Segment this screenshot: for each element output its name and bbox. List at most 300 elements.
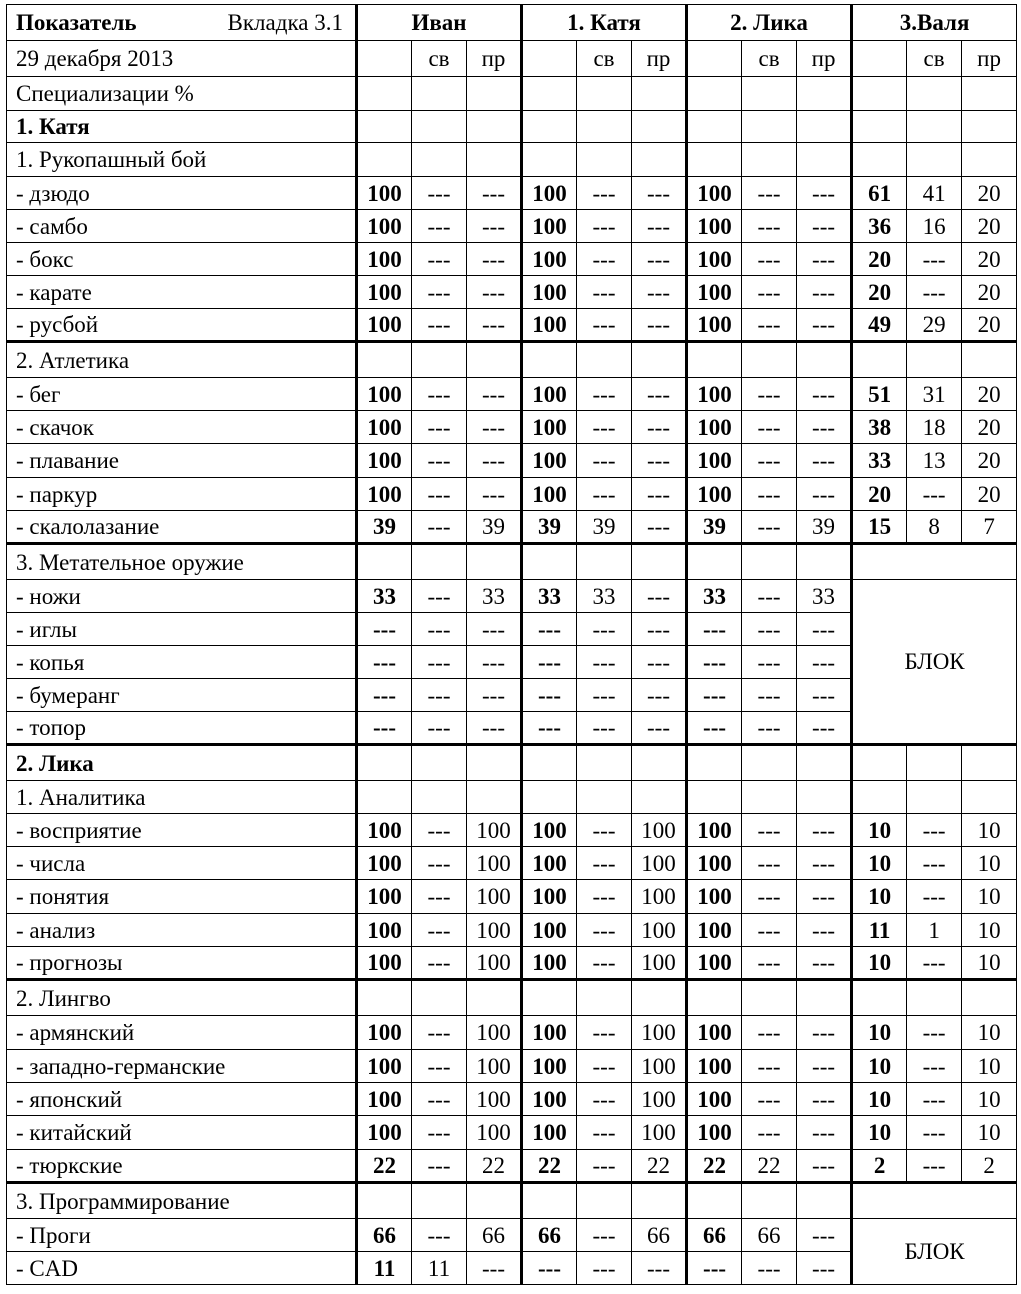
value-cell: --- — [742, 1083, 797, 1116]
empty-cell — [577, 342, 632, 378]
value-cell: --- — [797, 1116, 852, 1150]
value-cell: --- — [357, 613, 412, 646]
value-cell: --- — [632, 1252, 687, 1285]
value-cell: 100 — [467, 1016, 522, 1050]
header-row-1 — [7, 5, 1017, 41]
value-cell: 100 — [522, 914, 577, 947]
value-cell: --- — [797, 444, 852, 478]
value-cell: --- — [412, 276, 467, 309]
value-cell: 100 — [687, 847, 742, 880]
value-cell: --- — [412, 1116, 467, 1150]
value-cell: 18 — [907, 411, 962, 444]
value-cell: --- — [577, 880, 632, 914]
value-cell: 33 — [797, 580, 852, 613]
value-cell: 100 — [632, 1083, 687, 1116]
value-cell: 100 — [687, 243, 742, 276]
empty-cell — [357, 745, 412, 781]
value-cell: --- — [412, 243, 467, 276]
value-cell: 2 — [852, 1150, 907, 1183]
value-cell: 100 — [632, 847, 687, 880]
table-row — [7, 511, 1017, 544]
value-cell: --- — [577, 276, 632, 309]
empty-cell — [632, 1183, 687, 1219]
value-cell: --- — [577, 243, 632, 276]
empty-cell — [962, 111, 1017, 143]
empty-cell — [412, 1183, 467, 1219]
empty-cell — [467, 342, 522, 378]
person-header-ivan: Иван — [357, 5, 522, 41]
empty-cell — [687, 111, 742, 143]
subheader-pr-cell: пр — [797, 41, 852, 77]
value-cell: --- — [412, 309, 467, 342]
empty-cell — [962, 980, 1017, 1016]
empty-cell — [632, 143, 687, 177]
empty-cell — [907, 342, 962, 378]
subheader-pr-cell: пр — [962, 41, 1017, 77]
value-cell: 41 — [907, 177, 962, 210]
empty-cell — [467, 77, 522, 111]
person-header-katya: 1. Катя — [522, 5, 687, 41]
empty-cell — [852, 745, 907, 781]
value-cell: 100 — [522, 814, 577, 847]
value-cell: 66 — [522, 1219, 577, 1252]
value-cell: --- — [467, 177, 522, 210]
value-cell: --- — [742, 378, 797, 411]
empty-cell — [962, 143, 1017, 177]
value-cell: --- — [577, 210, 632, 243]
table-row — [7, 914, 1017, 947]
empty-cell — [797, 77, 852, 111]
value-cell: --- — [797, 679, 852, 712]
empty-cell — [412, 77, 467, 111]
value-cell: --- — [632, 243, 687, 276]
empty-cell — [632, 111, 687, 143]
value-cell: --- — [632, 478, 687, 511]
empty-cell — [632, 342, 687, 378]
row-label: - карате — [7, 276, 357, 309]
empty-cell — [632, 781, 687, 814]
value-cell: 15 — [852, 511, 907, 544]
subheader-sv-cell: св — [412, 41, 467, 77]
value-cell: --- — [907, 1116, 962, 1150]
empty-cell — [357, 143, 412, 177]
group-label: 3. Программирование — [7, 1183, 357, 1219]
empty-cell — [852, 143, 907, 177]
empty-cell — [412, 143, 467, 177]
value-cell: 100 — [522, 444, 577, 478]
value-cell: --- — [577, 646, 632, 679]
value-cell: --- — [577, 1116, 632, 1150]
value-cell: --- — [412, 880, 467, 914]
value-cell: 39 — [577, 511, 632, 544]
row-label: - бокс — [7, 243, 357, 276]
value-cell: --- — [742, 478, 797, 511]
value-cell: --- — [797, 613, 852, 646]
value-cell: --- — [522, 679, 577, 712]
group-label: 1. Рукопашный бой — [7, 143, 357, 177]
value-cell: --- — [577, 814, 632, 847]
empty-cell — [577, 77, 632, 111]
empty-cell — [687, 342, 742, 378]
value-cell: 100 — [357, 914, 412, 947]
value-cell: 100 — [687, 1083, 742, 1116]
table-row — [7, 1219, 1017, 1252]
row-label: - копья — [7, 646, 357, 679]
empty-cell — [687, 143, 742, 177]
person-header-lika: 2. Лика — [687, 5, 852, 41]
empty-cell — [797, 781, 852, 814]
value-cell: --- — [907, 1083, 962, 1116]
empty-cell — [852, 980, 907, 1016]
value-cell: 100 — [632, 947, 687, 980]
value-cell: --- — [522, 646, 577, 679]
subheader-sv-cell: св — [907, 41, 962, 77]
empty-cell — [797, 980, 852, 1016]
value-cell: 20 — [962, 210, 1017, 243]
value-cell: --- — [412, 1219, 467, 1252]
table-row — [7, 1150, 1017, 1183]
table-row — [7, 580, 1017, 613]
empty-cell — [962, 745, 1017, 781]
subheader-pr-cell: пр — [632, 41, 687, 77]
value-cell: --- — [907, 880, 962, 914]
value-cell: 22 — [467, 1150, 522, 1183]
value-cell: --- — [797, 947, 852, 980]
row-label: - восприятие — [7, 814, 357, 847]
empty-cell — [357, 1183, 412, 1219]
value-cell: --- — [577, 847, 632, 880]
empty-cell — [742, 980, 797, 1016]
value-cell: 33 — [357, 580, 412, 613]
row-label: - топор — [7, 712, 357, 745]
empty-cell — [357, 781, 412, 814]
header-row-2 — [7, 41, 1017, 77]
empty-cell — [467, 781, 522, 814]
value-cell: 100 — [357, 309, 412, 342]
value-cell: 100 — [687, 814, 742, 847]
value-cell: --- — [467, 378, 522, 411]
person-header-valya: 3.Валя — [852, 5, 1017, 41]
table-row — [7, 1083, 1017, 1116]
tab-label: Вкладка 3.1 — [227, 10, 343, 35]
empty-cell — [742, 111, 797, 143]
value-cell: 100 — [522, 1083, 577, 1116]
value-cell: 10 — [852, 1116, 907, 1150]
empty-cell — [577, 111, 632, 143]
row-label: - бег — [7, 378, 357, 411]
blocked-cell: БЛОК — [852, 580, 1017, 745]
empty-cell — [742, 544, 797, 580]
value-cell: 10 — [962, 847, 1017, 880]
empty-cell — [412, 342, 467, 378]
value-cell: --- — [467, 243, 522, 276]
group-label: 1. Катя — [7, 111, 357, 143]
value-cell: 100 — [687, 1116, 742, 1150]
table-row — [7, 847, 1017, 880]
value-cell: --- — [412, 914, 467, 947]
value-cell: --- — [467, 613, 522, 646]
value-cell: 100 — [687, 1050, 742, 1083]
empty-cell — [742, 781, 797, 814]
empty-cell — [687, 1183, 742, 1219]
table-row — [7, 309, 1017, 342]
group-row — [7, 544, 1017, 580]
value-cell: --- — [632, 276, 687, 309]
value-cell: 100 — [357, 847, 412, 880]
value-cell: --- — [632, 309, 687, 342]
value-cell: 38 — [852, 411, 907, 444]
value-cell: --- — [632, 511, 687, 544]
value-cell: --- — [577, 914, 632, 947]
value-cell: 100 — [357, 947, 412, 980]
value-cell: 33 — [687, 580, 742, 613]
group-row — [7, 143, 1017, 177]
group-row — [7, 1183, 1017, 1219]
empty-cell — [357, 111, 412, 143]
value-cell: 10 — [962, 1116, 1017, 1150]
value-cell: --- — [577, 411, 632, 444]
value-cell: 100 — [522, 276, 577, 309]
value-cell: 8 — [907, 511, 962, 544]
value-cell: --- — [577, 1219, 632, 1252]
value-cell: 100 — [522, 378, 577, 411]
value-cell: 100 — [522, 1016, 577, 1050]
value-cell: 100 — [357, 1083, 412, 1116]
value-cell: --- — [797, 1016, 852, 1050]
empty-cell — [632, 544, 687, 580]
empty-cell — [742, 77, 797, 111]
empty-cell — [577, 143, 632, 177]
value-cell: 10 — [852, 1083, 907, 1116]
value-cell: --- — [797, 847, 852, 880]
empty-cell — [577, 781, 632, 814]
empty-cell — [412, 111, 467, 143]
row-label: - паркур — [7, 478, 357, 511]
table-row — [7, 444, 1017, 478]
empty-cell — [742, 745, 797, 781]
empty-cell — [412, 544, 467, 580]
table-row — [7, 378, 1017, 411]
value-cell: 100 — [357, 478, 412, 511]
value-cell: 51 — [852, 378, 907, 411]
value-cell: --- — [797, 309, 852, 342]
empty-cell — [797, 745, 852, 781]
value-cell: --- — [357, 646, 412, 679]
value-cell: --- — [907, 1050, 962, 1083]
empty-cell — [907, 980, 962, 1016]
value-cell: 100 — [687, 378, 742, 411]
row-label: - ножи — [7, 580, 357, 613]
value-cell: --- — [742, 276, 797, 309]
indicator-header-cell — [7, 5, 357, 41]
empty-cell — [852, 544, 1017, 580]
value-cell: --- — [577, 177, 632, 210]
empty-cell — [797, 143, 852, 177]
table-row — [7, 1050, 1017, 1083]
value-cell: 11 — [852, 914, 907, 947]
value-cell: --- — [577, 378, 632, 411]
value-cell: 100 — [467, 880, 522, 914]
empty-cell — [522, 745, 577, 781]
section-heading-row — [7, 745, 1017, 781]
value-cell: 100 — [687, 880, 742, 914]
value-cell: --- — [742, 646, 797, 679]
empty-cell — [577, 544, 632, 580]
value-cell: 33 — [852, 444, 907, 478]
value-cell: 20 — [962, 478, 1017, 511]
value-cell: 100 — [632, 1116, 687, 1150]
value-cell: 100 — [687, 276, 742, 309]
value-cell: 100 — [687, 309, 742, 342]
value-cell: --- — [687, 646, 742, 679]
empty-cell — [797, 342, 852, 378]
value-cell: 100 — [632, 880, 687, 914]
value-cell: 20 — [852, 478, 907, 511]
table-row — [7, 177, 1017, 210]
value-cell: --- — [687, 679, 742, 712]
value-cell: --- — [797, 646, 852, 679]
value-cell: --- — [467, 411, 522, 444]
value-cell: 20 — [962, 444, 1017, 478]
empty-cell — [797, 1183, 852, 1219]
value-cell: 100 — [357, 177, 412, 210]
empty-cell — [907, 143, 962, 177]
empty-cell — [797, 111, 852, 143]
table-row — [7, 243, 1017, 276]
subheader-sv-cell: св — [577, 41, 632, 77]
value-cell: 100 — [357, 814, 412, 847]
value-cell: --- — [412, 411, 467, 444]
value-cell: 100 — [522, 947, 577, 980]
value-cell: 100 — [522, 177, 577, 210]
value-cell: --- — [742, 580, 797, 613]
blocked-cell: БЛОК — [852, 1219, 1017, 1285]
value-cell: 10 — [852, 1016, 907, 1050]
empty-cell — [907, 77, 962, 111]
value-cell: 100 — [357, 276, 412, 309]
value-cell: --- — [632, 580, 687, 613]
value-cell: --- — [577, 478, 632, 511]
value-cell: 100 — [357, 210, 412, 243]
row-label: - числа — [7, 847, 357, 880]
value-cell: --- — [797, 1252, 852, 1285]
row-label: - плавание — [7, 444, 357, 478]
value-cell: 10 — [962, 814, 1017, 847]
value-cell: --- — [577, 1050, 632, 1083]
section-row — [7, 77, 1017, 111]
report-date: 29 декабря 2013 — [7, 41, 357, 77]
value-cell: 66 — [467, 1219, 522, 1252]
subheader-total-cell — [687, 41, 742, 77]
empty-cell — [852, 77, 907, 111]
value-cell: 2 — [962, 1150, 1017, 1183]
value-cell: --- — [907, 276, 962, 309]
value-cell: --- — [742, 947, 797, 980]
value-cell: --- — [577, 679, 632, 712]
value-cell: --- — [742, 411, 797, 444]
empty-cell — [357, 980, 412, 1016]
group-row — [7, 342, 1017, 378]
empty-cell — [852, 1183, 1017, 1219]
value-cell: 100 — [522, 478, 577, 511]
value-cell: --- — [632, 712, 687, 745]
value-cell: --- — [797, 1219, 852, 1252]
value-cell: --- — [632, 177, 687, 210]
value-cell: --- — [907, 478, 962, 511]
value-cell: --- — [797, 177, 852, 210]
value-cell: 100 — [357, 243, 412, 276]
value-cell: 100 — [522, 309, 577, 342]
empty-cell — [797, 544, 852, 580]
value-cell: 100 — [632, 914, 687, 947]
value-cell: 31 — [907, 378, 962, 411]
section-label: Специализации % — [7, 77, 357, 111]
value-cell: 61 — [852, 177, 907, 210]
value-cell: --- — [742, 847, 797, 880]
empty-cell — [577, 1183, 632, 1219]
value-cell: --- — [742, 814, 797, 847]
value-cell: --- — [577, 947, 632, 980]
value-cell: 29 — [907, 309, 962, 342]
row-label: - CAD — [7, 1252, 357, 1285]
row-label: - японский — [7, 1083, 357, 1116]
value-cell: --- — [632, 378, 687, 411]
empty-cell — [852, 111, 907, 143]
row-label: - русбой — [7, 309, 357, 342]
value-cell: 100 — [467, 1083, 522, 1116]
subheader-total-cell — [357, 41, 412, 77]
row-label: - самбо — [7, 210, 357, 243]
value-cell: --- — [357, 712, 412, 745]
row-label: - тюркские — [7, 1150, 357, 1183]
value-cell: 13 — [907, 444, 962, 478]
value-cell: --- — [907, 243, 962, 276]
subheader-sv-cell: св — [742, 41, 797, 77]
row-label: - скалолазание — [7, 511, 357, 544]
value-cell: 100 — [687, 210, 742, 243]
value-cell: 100 — [357, 444, 412, 478]
value-cell: --- — [907, 1016, 962, 1050]
value-cell: 10 — [962, 947, 1017, 980]
group-label: 1. Аналитика — [7, 781, 357, 814]
row-label: - скачок — [7, 411, 357, 444]
empty-cell — [687, 745, 742, 781]
empty-cell — [632, 980, 687, 1016]
table-row — [7, 880, 1017, 914]
value-cell: 100 — [357, 411, 412, 444]
empty-cell — [907, 111, 962, 143]
indicator-header: Показатель — [16, 10, 137, 35]
value-cell: 66 — [742, 1219, 797, 1252]
group-label: 2. Атлетика — [7, 342, 357, 378]
value-cell: --- — [742, 243, 797, 276]
empty-cell — [577, 745, 632, 781]
value-cell: 100 — [632, 814, 687, 847]
value-cell: --- — [522, 1252, 577, 1285]
value-cell: 10 — [962, 914, 1017, 947]
table-row — [7, 947, 1017, 980]
value-cell: --- — [742, 444, 797, 478]
empty-cell — [742, 1183, 797, 1219]
empty-cell — [632, 745, 687, 781]
empty-cell — [687, 544, 742, 580]
value-cell: --- — [522, 613, 577, 646]
subheader-total-cell — [852, 41, 907, 77]
group-row — [7, 980, 1017, 1016]
empty-cell — [467, 544, 522, 580]
empty-cell — [907, 745, 962, 781]
group-row — [7, 781, 1017, 814]
